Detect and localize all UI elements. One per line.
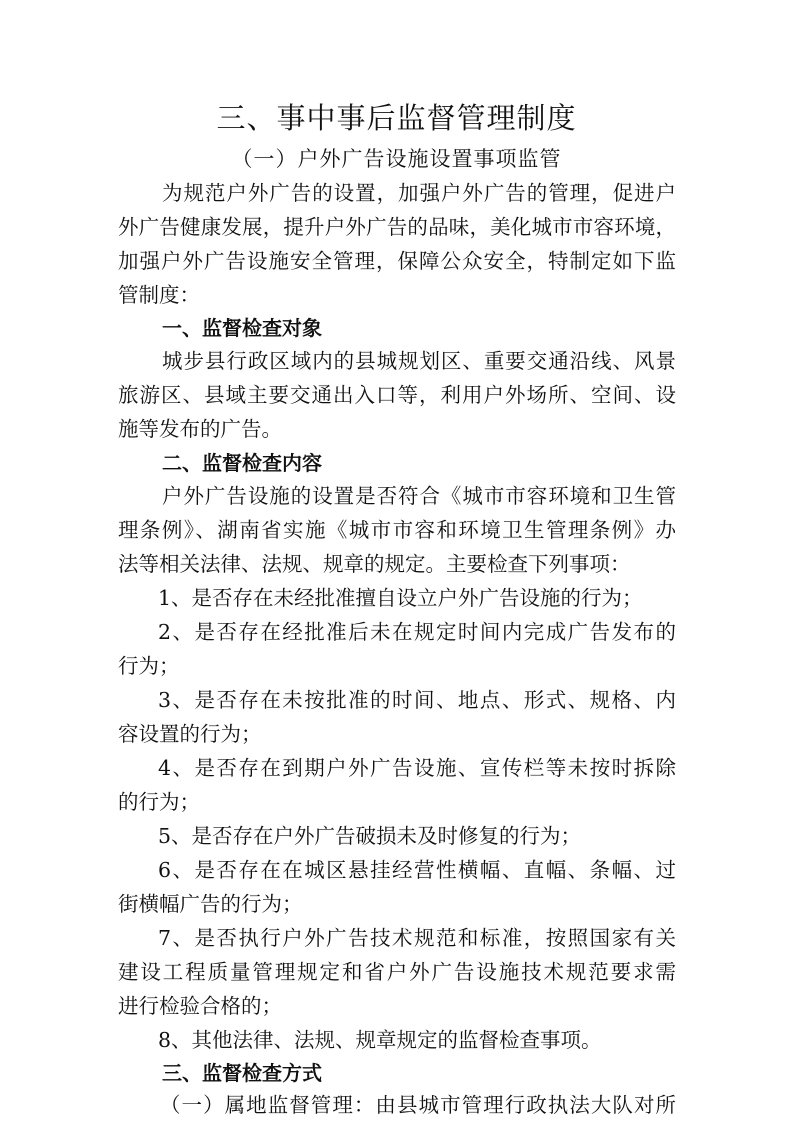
paragraph-line: 施等发布的广告。 [118,417,282,441]
paragraph-line: 管制度： [118,283,200,307]
paragraph-line: 城步县行政区域内的县城规划区、重要交通沿线、风景 [162,349,676,373]
paragraph-line: 户外广告设施的设置是否符合《城市市容环境和卫生管 [162,484,676,508]
section-subtitle: （一）户外广告设施设置事项监管 [231,147,562,171]
list-item-continuation: 建设工程质量管理规定和省户外广告设施技术规范要求需 [118,960,676,984]
list-item-continuation: 街横幅广告的行为； [118,892,303,916]
list-item-continuation: 的行为； [118,790,200,814]
list-item: 2、是否存在经批准后未在规定时间内完成广告发布的 [158,620,676,644]
list-item-continuation: 进行检验合格的； [118,994,282,1018]
list-item: 4、是否存在到期户外广告设施、宣传栏等未按时拆除 [158,756,676,780]
paragraph-line: 为规范户外广告的设置，加强户外广告的管理，促进户 [162,181,676,205]
list-item: 8、其他法律、法规、规章规定的监督检查事项。 [158,1028,602,1052]
section-heading: 三、监督检查方式 [162,1061,322,1085]
paragraph-line: （一）属地监督管理：由县城市管理行政执法大队对所 [160,1093,676,1117]
paragraph-line: 外广告健康发展，提升户外广告的品味，美化城市市容环境， [118,215,676,239]
list-item: 1、是否存在未经批准擅自设立户外广告设施的行为； [158,586,643,610]
paragraph-line: 法等相关法律、法规、规章的规定。主要检查下列事项： [118,552,631,576]
list-item: 7、是否执行户外广告技术规范和标准，按照国家有关 [158,926,676,950]
list-item: 3、是否存在未按批准的时间、地点、形式、规格、内 [158,688,676,712]
list-item: 6、是否存在在城区悬挂经营性横幅、直幅、条幅、过 [158,858,676,882]
list-item: 5、是否存在户外广告破损未及时修复的行为； [158,824,582,848]
paragraph-line: 理条例》、湖南省实施《城市市容和环境卫生管理条例》办 [118,518,676,542]
list-item-continuation: 容设置的行为； [118,722,262,746]
list-item-continuation: 行为； [118,654,180,678]
section-heading: 二、监督检查内容 [162,451,322,475]
paragraph-line: 加强户外广告设施安全管理，保障公众安全，特制定如下监 [118,249,676,273]
section-heading: 一、监督检查对象 [162,316,322,340]
page-title: 三、事中事后监督管理制度 [216,101,577,135]
paragraph-line: 旅游区、县域主要交通出入口等，利用户外场所、空间、设 [118,383,676,407]
